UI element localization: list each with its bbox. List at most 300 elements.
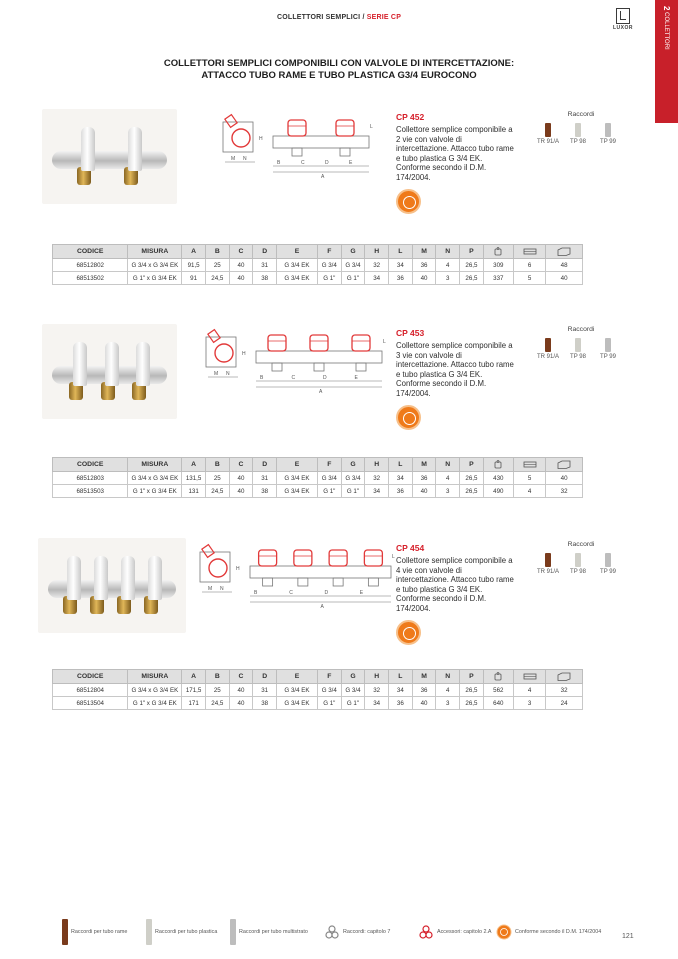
valve-handle [94,556,108,600]
fitting-pipe-icon [146,919,152,945]
valve-handle [128,127,142,171]
table-cell: 40 [412,697,436,710]
raccordi-title: Raccordi [567,326,595,333]
table-header-cell: M [412,458,436,472]
table-cell: 26,5 [460,697,484,710]
fitting-pipe-icon [545,123,551,137]
dim-label-b: B [254,590,258,596]
raccordi-panel [528,111,628,145]
chapter-label: COLLETTORI [663,12,669,50]
dim-label-b: B [260,375,264,381]
legend-item [496,917,601,947]
outlet-outline [314,363,324,371]
table-header-cell: M [412,245,436,259]
raccordo-item [564,553,592,575]
table-row [53,485,583,498]
table-row [53,259,583,272]
table-header-cell: N [436,670,460,684]
table-cell: 3 [436,485,460,498]
table-header-icon-cell [513,458,545,472]
table-cell: 32 [365,684,389,697]
table-header-icon-cell [483,245,513,259]
side-view-valve [215,344,233,362]
table-cell: G 1" [317,272,341,285]
table-cell: 24,5 [205,272,229,285]
table-header-cell: B [205,458,229,472]
raccordo-item [534,553,562,575]
dim-label-m: M [231,156,236,162]
table-header-cell: A [182,245,206,259]
table-header-cell: G [341,670,365,684]
table-cell: 131,5 [182,472,206,485]
table-cell: 36 [412,472,436,485]
table-cell: 40 [412,272,436,285]
table-header-cell: L [389,245,413,259]
legend-item [146,917,217,947]
raccordo-item [564,123,592,145]
raccordi-panel [528,541,628,575]
table-cell: G 3/4 EK [277,485,318,498]
spec-table [52,244,583,285]
table-cell: 68512802 [53,259,128,272]
raccordo-item [594,123,622,145]
table-header-cell: L [389,458,413,472]
valve-handle [121,556,135,600]
brand-logo [606,8,640,31]
raccordo-label: TR 91/A [536,354,559,360]
table-cell: 36 [412,684,436,697]
table-cell: G 3/4 [341,684,365,697]
raccordo-label: TP 98 [570,139,586,145]
table-cell: 26,5 [460,259,484,272]
table-cell: 640 [483,697,513,710]
title-line-2: ATTACCO TUBO RAME E TUBO PLASTICA G3/4 EUROCONO [201,70,477,81]
table-cell: G 3/4 [317,684,341,697]
table-header-icon-cell [546,245,583,259]
table-cell: 38 [253,485,277,498]
dim-label-c: C [301,160,305,166]
table-header-row [53,245,583,259]
valve-outline [288,120,306,136]
table-cell: 34 [389,472,413,485]
table-cell: G 3/4 [317,472,341,485]
weight-icon [491,247,505,256]
logo-mark-icon [616,8,630,24]
valve-handle [81,127,95,171]
table-header-cell: CODICE [53,458,128,472]
dim-label-m: M [214,371,219,377]
legend-label: Conforme secondo il D.M. 174/2004 [515,929,602,935]
table-cell: 36 [389,272,413,285]
dim-label-h: H [236,566,240,572]
table-header-cell: B [205,670,229,684]
header-section: COLLETTORI SEMPLICI [276,14,361,21]
table-cell: 430 [483,472,513,485]
table-cell: 490 [483,485,513,498]
package-icon [557,460,571,469]
box-icon [523,460,537,469]
table-header-cell: D [253,670,277,684]
dim-label-n: N [220,586,224,592]
outlet-outline [356,363,366,371]
table-cell: G 3/4 EK [277,472,318,485]
valve-handle [105,342,119,386]
table-header-row [53,458,583,472]
fitting-pipe-icon [605,553,611,567]
outlet-outline [368,578,378,586]
dim-label-a: A [320,604,324,610]
table-cell: 48 [546,259,583,272]
table-cell: 5 [513,272,545,285]
raccordo-item [594,338,622,360]
outlet-outline [333,578,343,586]
technical-drawing [215,110,375,180]
product-info [396,543,516,645]
dim-label-b: B [277,160,281,166]
side-view-body [200,552,230,582]
fitting-pipe-icon [62,919,68,945]
table-cell: 40 [229,472,253,485]
table-cell: 25 [205,684,229,697]
table-header-cell: H [365,670,389,684]
table-cell: 31 [253,259,277,272]
table-row [53,684,583,697]
table-row [53,272,583,285]
table-cell: 3 [436,272,460,285]
product-photo [38,538,186,633]
outlet-outline [292,148,302,156]
raccordo-item [594,553,622,575]
product-info [396,112,516,214]
table-cell: 36 [389,697,413,710]
table-cell: G 3/4 [341,259,365,272]
valve-outline [294,550,312,566]
dim-label-d: D [325,160,329,166]
dim-label-d: D [323,375,327,381]
table-cell: 4 [436,259,460,272]
table-cell: 4 [436,684,460,697]
table-cell: 32 [546,684,583,697]
spec-table [52,457,583,498]
table-cell: 562 [483,684,513,697]
table-cell: 3 [513,697,545,710]
table-header-cell: A [182,670,206,684]
table-cell: G 1" [341,485,365,498]
legend-label: Raccordi: capitolo 7 [343,929,391,935]
manifold-body [52,151,167,169]
table-header-icon-cell [546,670,583,684]
front-view-body [273,136,369,148]
dim-label-e: E [354,375,358,381]
dim-label-a: A [319,389,323,395]
product-info [396,328,516,430]
legend-item [62,917,127,947]
side-view-handle [208,330,220,343]
table-cell: G 1" [317,485,341,498]
table-header-cell: E [277,670,318,684]
table-header-cell: CODICE [53,670,128,684]
raccordo-label: TP 99 [600,354,616,360]
technical-drawing [198,325,388,395]
dim-label-c: C [291,375,296,381]
product-description: Collettore semplice componibile a 2 vie con valvole di intercettazione. Attacco tubo rame e tubo plastica G 3/4 EK. Conforme secondo il D.M. 174/2004. [396,125,514,182]
raccordo-label: TP 98 [570,354,586,360]
table-cell: 24 [546,697,583,710]
table-header-cell: N [436,458,460,472]
table-cell: 38 [253,272,277,285]
box-icon [523,672,537,681]
table-header-cell: P [460,670,484,684]
table-header-cell: F [317,670,341,684]
table-cell: 38 [253,697,277,710]
raccordi-title: Raccordi [567,111,595,118]
side-view-body [206,337,236,367]
raccordo-label: TP 99 [600,569,616,575]
table-cell: 32 [546,485,583,498]
table-cell: 171,5 [182,684,206,697]
valve-handle [148,556,162,600]
raccordo-label: TP 98 [570,569,586,575]
table-header-cell: N [436,245,460,259]
table-cell: 26,5 [460,485,484,498]
table-cell: 36 [389,485,413,498]
valve-outline [259,550,277,566]
dim-label-n: N [243,156,247,162]
dim-label-l: L [383,339,386,345]
valve-handle [73,342,87,386]
conformity-badge-icon [396,189,421,214]
raccordo-label: TP 99 [600,139,616,145]
table-cell: G 1" x G 3/4 EK [128,697,182,710]
table-cell: G 3/4 EK [277,272,318,285]
table-cell: 26,5 [460,684,484,697]
side-view-valve [209,559,227,577]
table-cell: 68513503 [53,485,128,498]
dim-label-a: A [321,174,325,180]
table-header-cell: F [317,458,341,472]
table-cell: 68513502 [53,272,128,285]
table-cell: 68512804 [53,684,128,697]
drawing-svg [215,110,375,180]
table-cell: G 3/4 x G 3/4 EK [128,259,182,272]
table-header-cell: G [341,458,365,472]
outlet-outline [263,578,273,586]
table-cell: 40 [229,684,253,697]
conformity-icon [496,924,512,940]
dim-label-e: E [349,160,353,166]
raccordi-title: Raccordi [567,541,595,548]
product-photo [42,324,177,419]
table-header-icon-cell [483,458,513,472]
table-cell: 26,5 [460,272,484,285]
table-cell: 32 [365,259,389,272]
outlet-outline [272,363,282,371]
table-header-cell: D [253,458,277,472]
fitting-pipe-icon [605,338,611,352]
table-cell: 68512803 [53,472,128,485]
table-cell: 36 [412,259,436,272]
accessori-chapter-icon [418,924,434,940]
table-header-cell: H [365,245,389,259]
logo-name: LUXOR [613,25,633,31]
table-cell: 5 [513,472,545,485]
box-icon [523,247,537,256]
table-cell: 34 [389,259,413,272]
side-view-handle [202,545,214,558]
legend-item [324,917,390,947]
weight-icon [491,672,505,681]
table-header-cell: M [412,670,436,684]
table-cell: 26,5 [460,472,484,485]
raccordi-list [528,338,628,360]
table-row [53,697,583,710]
table-header-cell: C [229,458,253,472]
table-header-cell: D [253,245,277,259]
table-cell: 3 [436,697,460,710]
valve-handle [136,342,150,386]
dim-label-c: C [289,590,293,596]
page-header [0,14,678,21]
valve-outline [364,550,382,566]
footer-legend [62,917,622,947]
fitting-pipe-icon [545,338,551,352]
table-header-cell: MISURA [128,458,182,472]
table-header-cell: L [389,670,413,684]
fitting-pipe-icon [575,338,581,352]
legend-label: Raccordi per tubo multistrato [239,929,308,935]
valve-outline [268,335,286,351]
product-code: CP 454 [396,543,425,553]
dim-label-d: D [324,590,329,596]
table-cell: 4 [436,472,460,485]
table-header-icon-cell [546,458,583,472]
table-cell: 4 [513,485,545,498]
dim-label-l: L [370,124,373,130]
legend-item [418,917,492,947]
table-cell: G 3/4 EK [277,259,318,272]
table-cell: G 1" [317,697,341,710]
table-cell: 40 [229,272,253,285]
table-cell: G 3/4 EK [277,697,318,710]
outlet-outline [340,148,350,156]
table-cell: 24,5 [205,697,229,710]
table-header-cell: P [460,245,484,259]
title-line-1: COLLETTORI SEMPLICI COMPONIBILI CON VALVOLE DI INTERCETTAZIONE: [163,58,515,69]
table-header-cell: B [205,245,229,259]
table-header-icon-cell [483,670,513,684]
spec-table [52,669,583,710]
table-header-cell: P [460,458,484,472]
page-number: 121 [622,933,634,940]
table-cell: 309 [483,259,513,272]
table-cell: G 3/4 x G 3/4 EK [128,684,182,697]
table-cell: 25 [205,472,229,485]
table-header-cell: E [277,458,318,472]
front-view-body [256,351,382,363]
table-cell: G 3/4 EK [277,684,318,697]
table-cell: 34 [365,697,389,710]
raccordo-item [564,338,592,360]
product-description: Collettore semplice componibile a 4 vie con valvole di intercettazione. Attacco tubo rame e tubo plastica G 3/4 EK. Conforme secondo il D.M. 174/2004. [396,556,514,613]
table-cell: 91 [182,272,206,285]
table-cell: 34 [365,272,389,285]
dim-label-h: H [242,351,246,357]
conformity-badge-icon [396,405,421,430]
table-header-icon-cell [513,245,545,259]
table-header-cell: C [229,245,253,259]
conformity-badge-icon [396,620,421,645]
header-series: SERIE CP [366,14,402,21]
table-header-cell: C [229,670,253,684]
raccordi-panel [528,326,628,360]
table-cell: 31 [253,684,277,697]
chapter-number: 2 [662,6,671,11]
raccordi-list [528,553,628,575]
table-header-cell: MISURA [128,670,182,684]
table-cell: G 1" [341,697,365,710]
outlet-outline [298,578,308,586]
table-cell: G 3/4 x G 3/4 EK [128,472,182,485]
table-cell: G 1" x G 3/4 EK [128,272,182,285]
table-row [53,472,583,485]
legend-label: Accessori: capitolo 2.A [437,929,492,935]
side-view-valve [232,129,250,147]
drawing-svg [192,540,397,610]
table-cell: 32 [365,472,389,485]
dim-label-m: M [208,586,213,592]
package-icon [557,672,571,681]
table-cell: 337 [483,272,513,285]
legend-label: Raccordi per tubo plastica [155,929,218,935]
table-cell: 68513504 [53,697,128,710]
table-header-cell: E [277,245,318,259]
table-cell: 171 [182,697,206,710]
technical-drawing [192,540,397,610]
header-separator: / [360,14,367,21]
table-cell: G 1" [341,272,365,285]
table-cell: 40 [412,485,436,498]
front-view-body [250,566,391,578]
product-code: CP 453 [396,328,425,338]
valve-outline [329,550,347,566]
legend-label: Raccordi per tubo rame [71,929,128,935]
raccordo-label: TR 91/A [536,139,559,145]
dim-label-l: L [392,554,395,560]
raccordo-item [534,123,562,145]
table-header-cell: MISURA [128,245,182,259]
table-cell: G 3/4 [341,472,365,485]
table-cell: 24,5 [205,485,229,498]
raccordi-chapter-icon [324,924,340,940]
table-cell: 40 [546,472,583,485]
product-description: Collettore semplice componibile a 3 vie con valvole di intercettazione. Attacco tubo rame e tubo plastica G 3/4 EK. Conforme secondo il D.M. 174/2004. [396,341,514,398]
product-photo [42,109,177,204]
dim-label-e: E [359,590,364,596]
dim-label-h: H [259,136,263,142]
drawing-svg [198,325,388,395]
fitting-pipe-icon [230,919,236,945]
table-cell: 25 [205,259,229,272]
package-icon [557,247,571,256]
table-cell: 34 [365,485,389,498]
table-cell: 40 [229,259,253,272]
table-header-cell: A [182,458,206,472]
page-title [0,58,678,82]
product-code: CP 452 [396,112,425,122]
table-cell: 40 [546,272,583,285]
table-cell: 40 [229,697,253,710]
table-cell: 91,5 [182,259,206,272]
